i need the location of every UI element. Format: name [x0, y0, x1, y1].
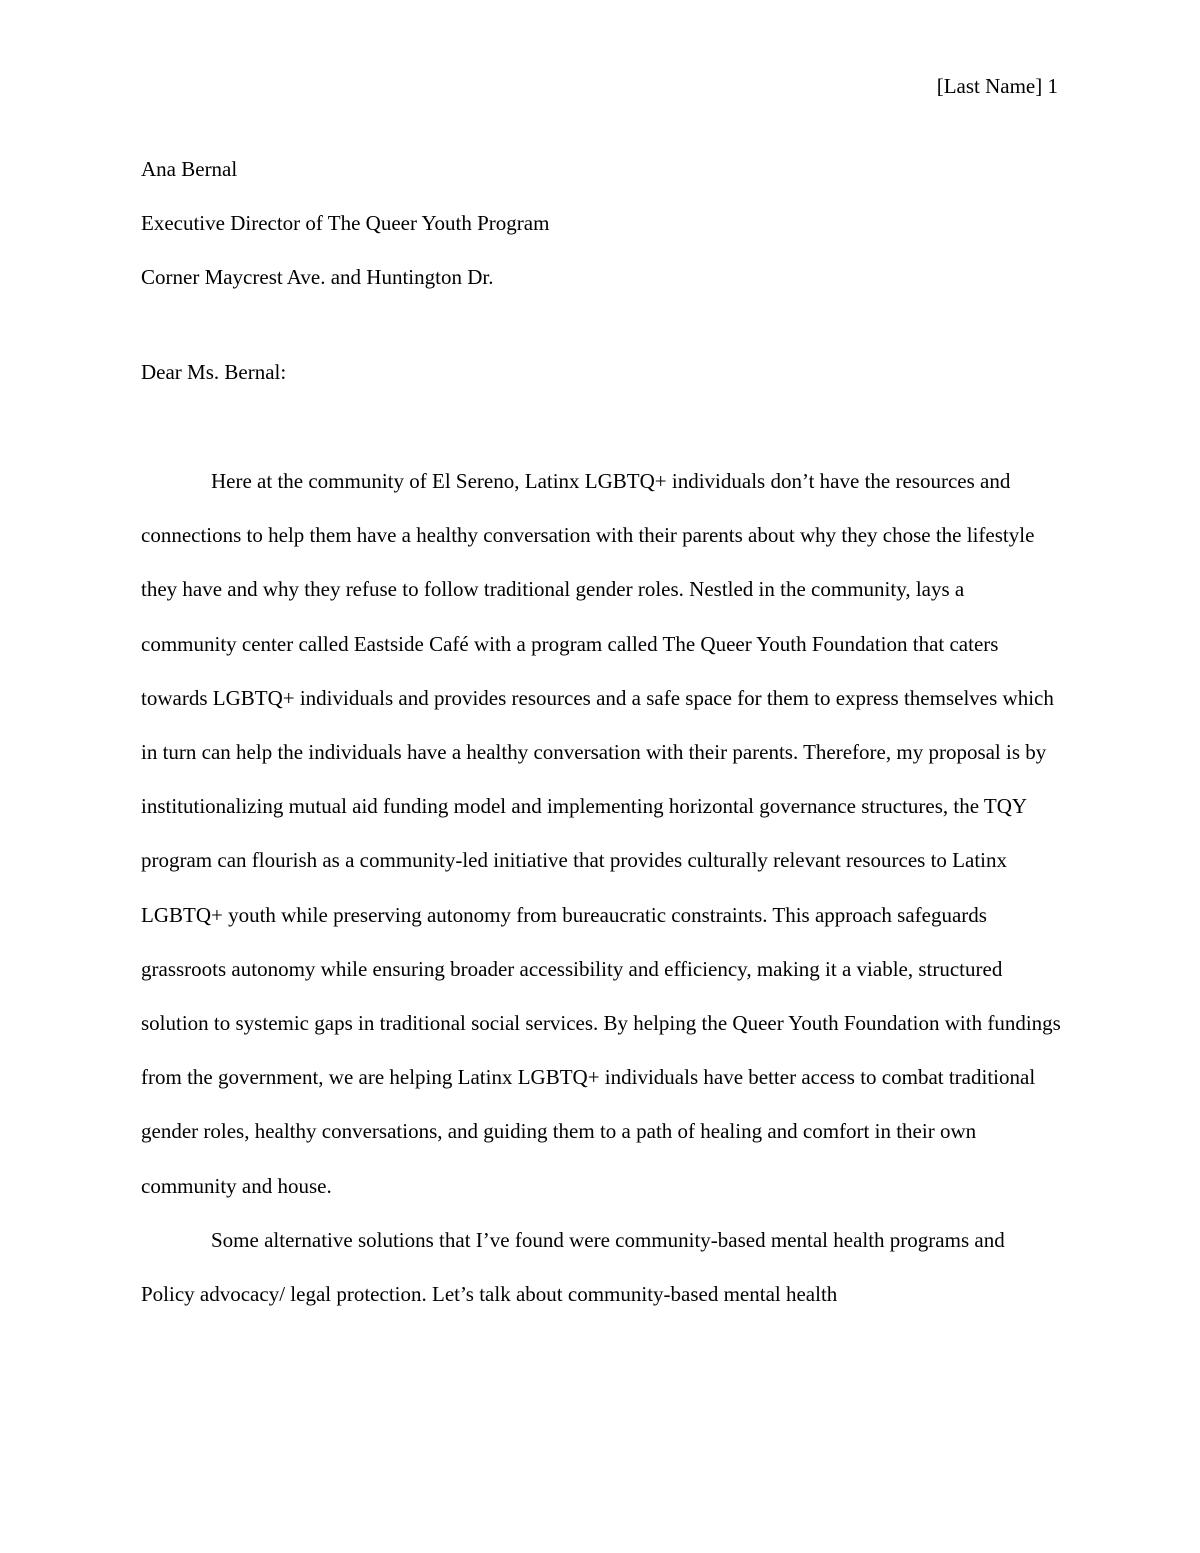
letter-body: [141, 454, 1061, 1321]
recipient-name: Ana Bernal: [141, 157, 238, 181]
running-head: [Last Name] 1: [936, 74, 1058, 98]
recipient-block: [141, 142, 1061, 304]
body-paragraph-1: Here at the community of El Sereno, Latinx LGBTQ+ individuals don’t have the resources and connections to help them have a healthy conversation with their parents about why they chose the lifestyle they have and why they refuse to follow traditional gender roles. Nestled in the community, lays a community center called Eastside Café with a program called The Queer Youth Foundation that caters towards LGBTQ+ individuals and provides resources and a safe space for them to express themselves which in turn can help the individuals have a healthy conversation with their parents. Therefore, my proposal is by institutionalizing mutual aid funding model and implementing horizontal governance structures, the TQY program can flourish as a community-led initiative that provides culturally relevant resources to Latinx LGBTQ+ youth while preserving autonomy from bureaucratic constraints. This approach safeguards grassroots autonomy while ensuring broader accessibility and efficiency, making it a viable, structured solution to systemic gaps in traditional social services. By helping the Queer Youth Foundation with fundings from the government, we are helping Latinx LGBTQ+ individuals have better access to combat traditional gender roles, healthy conversations, and guiding them to a path of healing and comfort in their own community and house.: [141, 469, 1061, 1198]
recipient-address: Corner Maycrest Ave. and Huntington Dr.: [141, 265, 494, 289]
body-paragraph-2: Some alternative solutions that I’ve found were community-based mental health programs and Policy advocacy/ legal protection. Let’s talk about community-based mental health: [141, 1227, 1005, 1307]
salutation: Dear Ms. Bernal:: [141, 360, 287, 384]
recipient-title: Executive Director of The Queer Youth Program: [141, 211, 550, 235]
